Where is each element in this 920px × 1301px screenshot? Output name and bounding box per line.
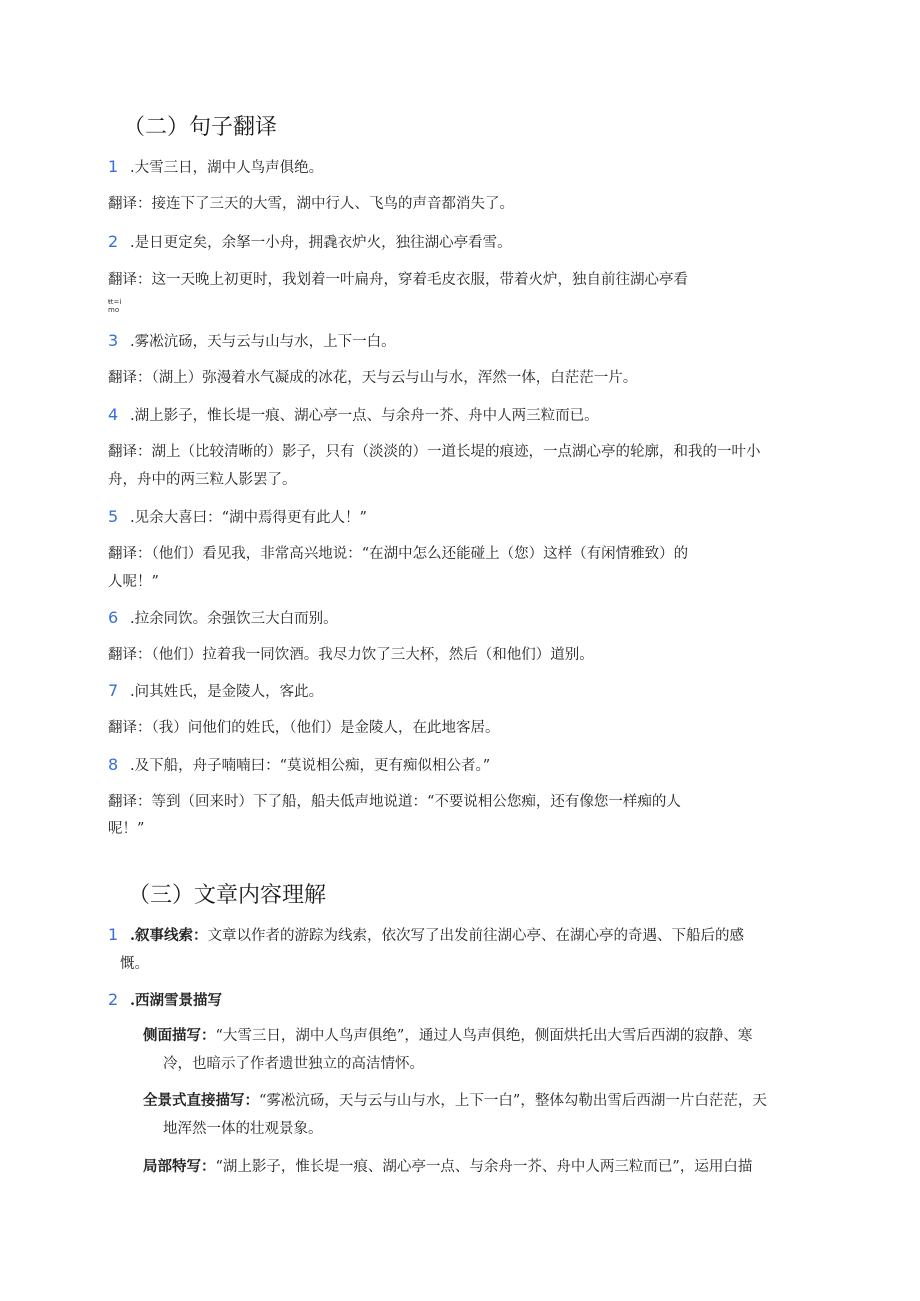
translation-4-line-1: 翻译：湖上（比较清晰的）影子，只有（淡淡的）一道长堤的痕迹，一点湖心亭的轮廓，和我的一叶小 [108, 444, 761, 460]
sentence-item-1 [108, 153, 820, 182]
west-lake-snow-label: .西湖雪景描写 [130, 992, 223, 1009]
stray-note [108, 298, 121, 314]
sentence-text: .大雪三日，湖中人鸟声俱绝。 [130, 160, 324, 176]
close-up-description-label: 局部特写： [143, 1158, 216, 1175]
section-title-sentence-translation: （二）句子翻译 [123, 115, 278, 140]
translation-5-line-1: 翻译：（他们）看见我，非常高兴地说：“在湖中怎么还能碰上（您）这样（有闲情雅致）的 [108, 546, 689, 562]
narrative-clue-text-line-2: 慨。 [120, 956, 149, 972]
side-description-text-line-1: “大雪三日，湖中人鸟声俱绝”，通过人鸟声俱绝，侧面烘托出大雪后西湖的寂静、寒 [215, 1028, 753, 1044]
section-title-content-understanding: （三）文章内容理解 [128, 883, 327, 908]
side-description-text-line-2: 冷，也暗示了作者遗世独立的高洁情怀。 [163, 1056, 424, 1072]
translation-8-line-1: 翻译：等到（回来时）下了船，船夫低声地说道：“不要说相公您痴，还有像您一样痴的人 [108, 794, 681, 810]
item-number: 7 [108, 681, 119, 700]
sentence-text: .湖上影子，惟长堤一痕、湖心亭一点、与余舟一芥、舟中人两三粒而已。 [130, 408, 599, 424]
item-number: 4 [108, 405, 119, 424]
translation-8-line-2: 呢！” [108, 821, 145, 837]
sentence-text: .问其姓氏，是金陵人，客此。 [130, 684, 324, 700]
sentence-item-4 [108, 401, 820, 430]
close-up-description-text-line-1: “湖上影子，惟长堤一痕、湖心亭一点、与余舟一芥、舟中人两三粒而已”，运用白描 [215, 1159, 753, 1175]
sentence-item-7 [108, 677, 820, 706]
sentence-text: .拉余同饮。余强饮三大白而别。 [130, 611, 338, 627]
sentence-item-3 [108, 327, 820, 356]
item-number: 5 [108, 507, 119, 526]
close-up-description [143, 1153, 813, 1181]
translation-1: 翻译：接连下了三天的大雪，湖中行人、飞鸟的声音都消失了。 [108, 196, 514, 212]
translation-3: 翻译：（湖上）弥漫着水气凝成的冰花，天与云与山与水，浑然一体，白茫茫一片。 [108, 370, 638, 386]
sentence-item-2 [108, 228, 820, 257]
side-description [143, 1022, 813, 1078]
item-number: 2 [108, 232, 119, 251]
narrative-clue-label: .叙事线索： [130, 927, 208, 944]
item-number: 1 [108, 157, 119, 176]
translation-5-line-2: 人呢！” [108, 574, 159, 590]
sentence-text: .及下船，舟子喃喃曰：“莫说相公痴，更有痴似相公者。” [130, 758, 491, 774]
sentence-item-8 [108, 751, 820, 780]
item-number: 6 [108, 608, 119, 627]
item-number: 2 [108, 990, 119, 1009]
panoramic-description-text-line-1: “雾凇沆砀，天与云与山与水，上下一白”，整体勾勒出雪后西湖一片白茫茫，天 [259, 1093, 767, 1109]
sentence-text: .见余大喜曰：“湖中焉得更有此人！” [130, 510, 367, 526]
translation-6: 翻译：（他们）拉着我一同饮酒。我尽力饮了三大杯，然后（和他们）道别。 [108, 647, 594, 663]
side-description-label: 侧面描写： [143, 1027, 216, 1044]
sentence-item-6 [108, 604, 820, 633]
sentence-text: .是日更定矣，余拏一小舟，拥毳衣炉火，独往湖心亭看雪。 [130, 235, 512, 251]
panoramic-description-label: 全景式直接描写： [143, 1092, 259, 1109]
narrative-clue-item [108, 921, 798, 978]
translation-7: 翻译：（我）问他们的姓氏，（他们）是金陵人，在此地客居。 [108, 720, 500, 736]
item-number: 8 [108, 755, 119, 774]
item-number: 1 [108, 925, 119, 944]
stray-note-line-2: mo [108, 306, 120, 314]
sentence-item-5 [108, 503, 820, 532]
translation-2: 翻译：这一天晚上初更时，我划着一叶扁舟，穿着毛皮衣服，带着火炉，独自前往湖心亭看 [108, 272, 688, 288]
item-number: 3 [108, 331, 119, 350]
panoramic-description [143, 1087, 813, 1143]
sentence-text: .雾凇沆砀，天与云与山与水，上下一白。 [130, 334, 396, 350]
panoramic-description-text-line-2: 地浑然一体的壮观景象。 [163, 1121, 323, 1137]
west-lake-snow-description-item [108, 986, 820, 1015]
translation-4-line-2: 舟，舟中的两三粒人影罢了。 [108, 472, 297, 488]
narrative-clue-text-line-1: 文章以作者的游踪为线索，依次写了出发前往湖心亭、在湖心亭的奇遇、下船后的感 [207, 928, 745, 944]
stray-note-line-1: ŧt=i [108, 298, 122, 306]
